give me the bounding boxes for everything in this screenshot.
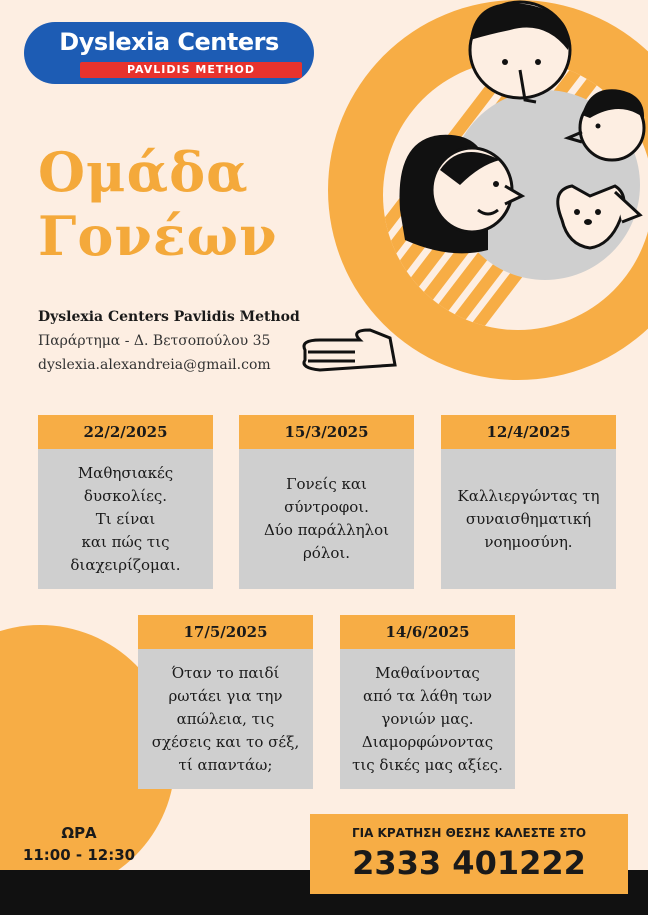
- session-topic-line: σχέσεις και το σέξ,: [151, 732, 300, 751]
- org-name: Dyslexia Centers Pavlidis Method: [38, 309, 300, 325]
- session-topic-line: Γονείς και: [286, 475, 367, 493]
- session-topic-line: σύντροφοι.: [284, 498, 369, 516]
- session-topic-line: Τι είναι: [95, 509, 156, 528]
- family-illustration: [300, 0, 648, 385]
- logo-title: Dyslexia Centers: [59, 28, 279, 56]
- logo: [24, 22, 314, 84]
- time-value: 11:00 - 12:30: [22, 846, 136, 864]
- session-topic-line: Μαθαίνοντας: [375, 663, 480, 682]
- logo-subtitle: PAVLIDIS METHOD: [80, 62, 302, 78]
- session-topic: [38, 449, 213, 589]
- session-topic: [138, 649, 313, 789]
- time-block: [14, 822, 144, 866]
- session-date: 22/2/2025: [38, 415, 213, 449]
- session-date: 17/5/2025: [138, 615, 313, 649]
- session-date: 12/4/2025: [441, 415, 616, 449]
- booking-box: [310, 814, 628, 894]
- session-topic-line: νοημοσύνη.: [484, 532, 573, 551]
- session-topic: [441, 449, 616, 589]
- session-topic-line: γονιών μας.: [381, 709, 474, 728]
- session-topic-line: Μαθησιακές: [77, 463, 174, 482]
- session-topic-line: ρόλοι.: [302, 544, 351, 562]
- session-date: 14/6/2025: [340, 615, 515, 649]
- session-topic: [239, 449, 414, 589]
- phone-number[interactable]: 2333 401222: [352, 844, 586, 882]
- time-label: ΩΡΑ: [61, 824, 97, 842]
- session-topic: [340, 649, 515, 789]
- session-topic-line: δυσκολίες.: [83, 486, 168, 505]
- session-topic-line: Όταν το παιδί: [171, 663, 280, 682]
- organisation-info: [38, 305, 300, 377]
- title-line-1: Ομάδα: [38, 140, 249, 204]
- session-topic-line: τις δικές μας αξίες.: [352, 755, 503, 774]
- hand: [304, 330, 395, 370]
- session-topic-line: τί απαντάω;: [178, 755, 273, 774]
- org-email: dyslexia.alexandreia@gmail.com: [38, 357, 271, 373]
- session-topic-line: διαχειρίζομαι.: [70, 555, 181, 574]
- session-topic-line: συναισθηματική: [465, 509, 592, 528]
- session-topic-line: από τα λάθη των: [362, 686, 493, 705]
- title-line-2: Γονέων: [38, 204, 278, 268]
- page-title: [38, 140, 338, 268]
- session-date: 15/3/2025: [239, 415, 414, 449]
- session-topic-line: ρωτάει για την: [168, 686, 283, 705]
- session-topic-line: απώλεια, τις: [176, 709, 275, 728]
- org-address: Παράρτημα - Δ. Βετσοπούλου 35: [38, 333, 271, 349]
- session-topic-line: και πώς τις: [81, 532, 170, 551]
- session-topic-line: Δύο παράλληλοι: [263, 521, 390, 539]
- session-topic-line: Διαμορφώνοντας: [361, 732, 494, 751]
- session-topic-line: Καλλιεργώντας τη: [457, 486, 600, 505]
- booking-label: ΓΙΑ ΚΡΑΤΗΣΗ ΘΕΣΗΣ ΚΑΛΕΣΤΕ ΣΤΟ: [351, 826, 587, 840]
